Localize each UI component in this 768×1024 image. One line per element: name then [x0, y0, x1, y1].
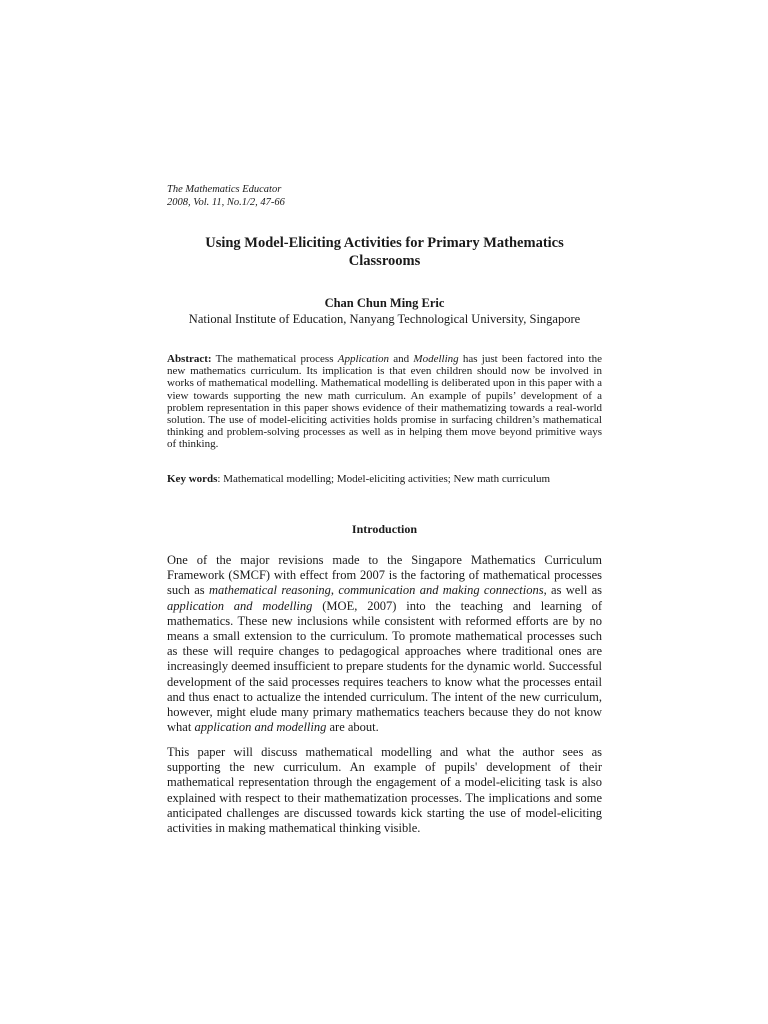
author-name: Chan Chun Ming Eric: [324, 296, 445, 310]
journal-name: The Mathematics Educator: [167, 184, 282, 195]
paragraph-text: ,: [330, 583, 339, 598]
paper-title: [167, 234, 602, 270]
introduction-paragraph-2: This paper will discuss mathematical modelling and what the author sees as supporting the new curriculum. An example of pupils' development of their mathematical representation through the engagement of a model-eliciting task is also explained with respect to their mathematization processes. The implications and some anticipated challenges are discussed towards kick starting the use of model-eliciting activities in making mathematical thinking visible.: [167, 745, 602, 836]
abstract-text: The mathematical process: [211, 353, 338, 365]
author-affiliation: National Institute of Education, Nanyang Technological University, Singapore: [188, 312, 581, 326]
paragraph-text: are about.: [326, 720, 379, 735]
keywords: [167, 473, 602, 486]
section-heading-introduction: Introduction: [351, 522, 418, 536]
keywords-text: : Mathematical modelling; Model-eliciting activities; New math curriculum: [217, 473, 551, 485]
paragraph-emphasis: application and modelling: [194, 720, 327, 735]
paragraph-text: (MOE, 2007) into the teaching and learning of mathematics. These new inclusions while consistent with reformed efforts are by no means a small extension to the curriculum. To promote mathematical processes such as these will require changes to pedagogical approaches where traditional ones are increasingly deemed insufficient to prepare students for the dynamic world. Successful development of the said processes requires teachers to know what the processes entail and thus enact to actualize the intended curriculum. The intent of the new curriculum, however, might elude many primary mathematics teachers because they do not know what: [167, 598, 602, 735]
introduction-paragraph-1: [167, 553, 602, 735]
keywords-label: Key words: [167, 473, 218, 485]
paper-title-line-2: Classrooms: [348, 253, 421, 269]
abstract: [167, 353, 602, 451]
abstract-label: Abstract:: [167, 353, 212, 365]
abstract-text: has just been factored into the new mathematics curriculum. Its implication is that even children should now be involved in works of mathematical modelling. Mathematical modelling is deliberated upon in this paper with a view towards supporting the new math curriculum. An example of pupils’ development of a problem representation in this paper shows evidence of their mathematizing towards a real-world solution. The use of model-eliciting activities holds promise in surfacing children’s mathematical thinking and problem-solving processes as well as in helping them move beyond primitive ways of thinking.: [167, 353, 602, 451]
paragraph-text: One of the major revisions made to the Singapore Mathematics Curriculum Framework (SMCF) with effect from 2007 is the factoring of mathematical processes such as: [167, 553, 602, 598]
paragraph-emphasis: application and modelling: [167, 598, 313, 613]
abstract-emphasis: Application: [337, 353, 390, 365]
paragraph-text: , as well as: [543, 583, 603, 598]
paragraph-emphasis: mathematical reasoning: [208, 583, 331, 598]
journal-header: [167, 183, 285, 209]
abstract-text: and: [389, 353, 414, 365]
abstract-emphasis: Modelling: [413, 353, 459, 365]
paragraph-emphasis: communication and making connections: [338, 583, 544, 598]
journal-volume: 2008, Vol. 11, No.1/2, 47-66: [167, 197, 285, 208]
paper-title-line-1: Using Model-Eliciting Activities for Primary Mathematics: [205, 235, 564, 251]
